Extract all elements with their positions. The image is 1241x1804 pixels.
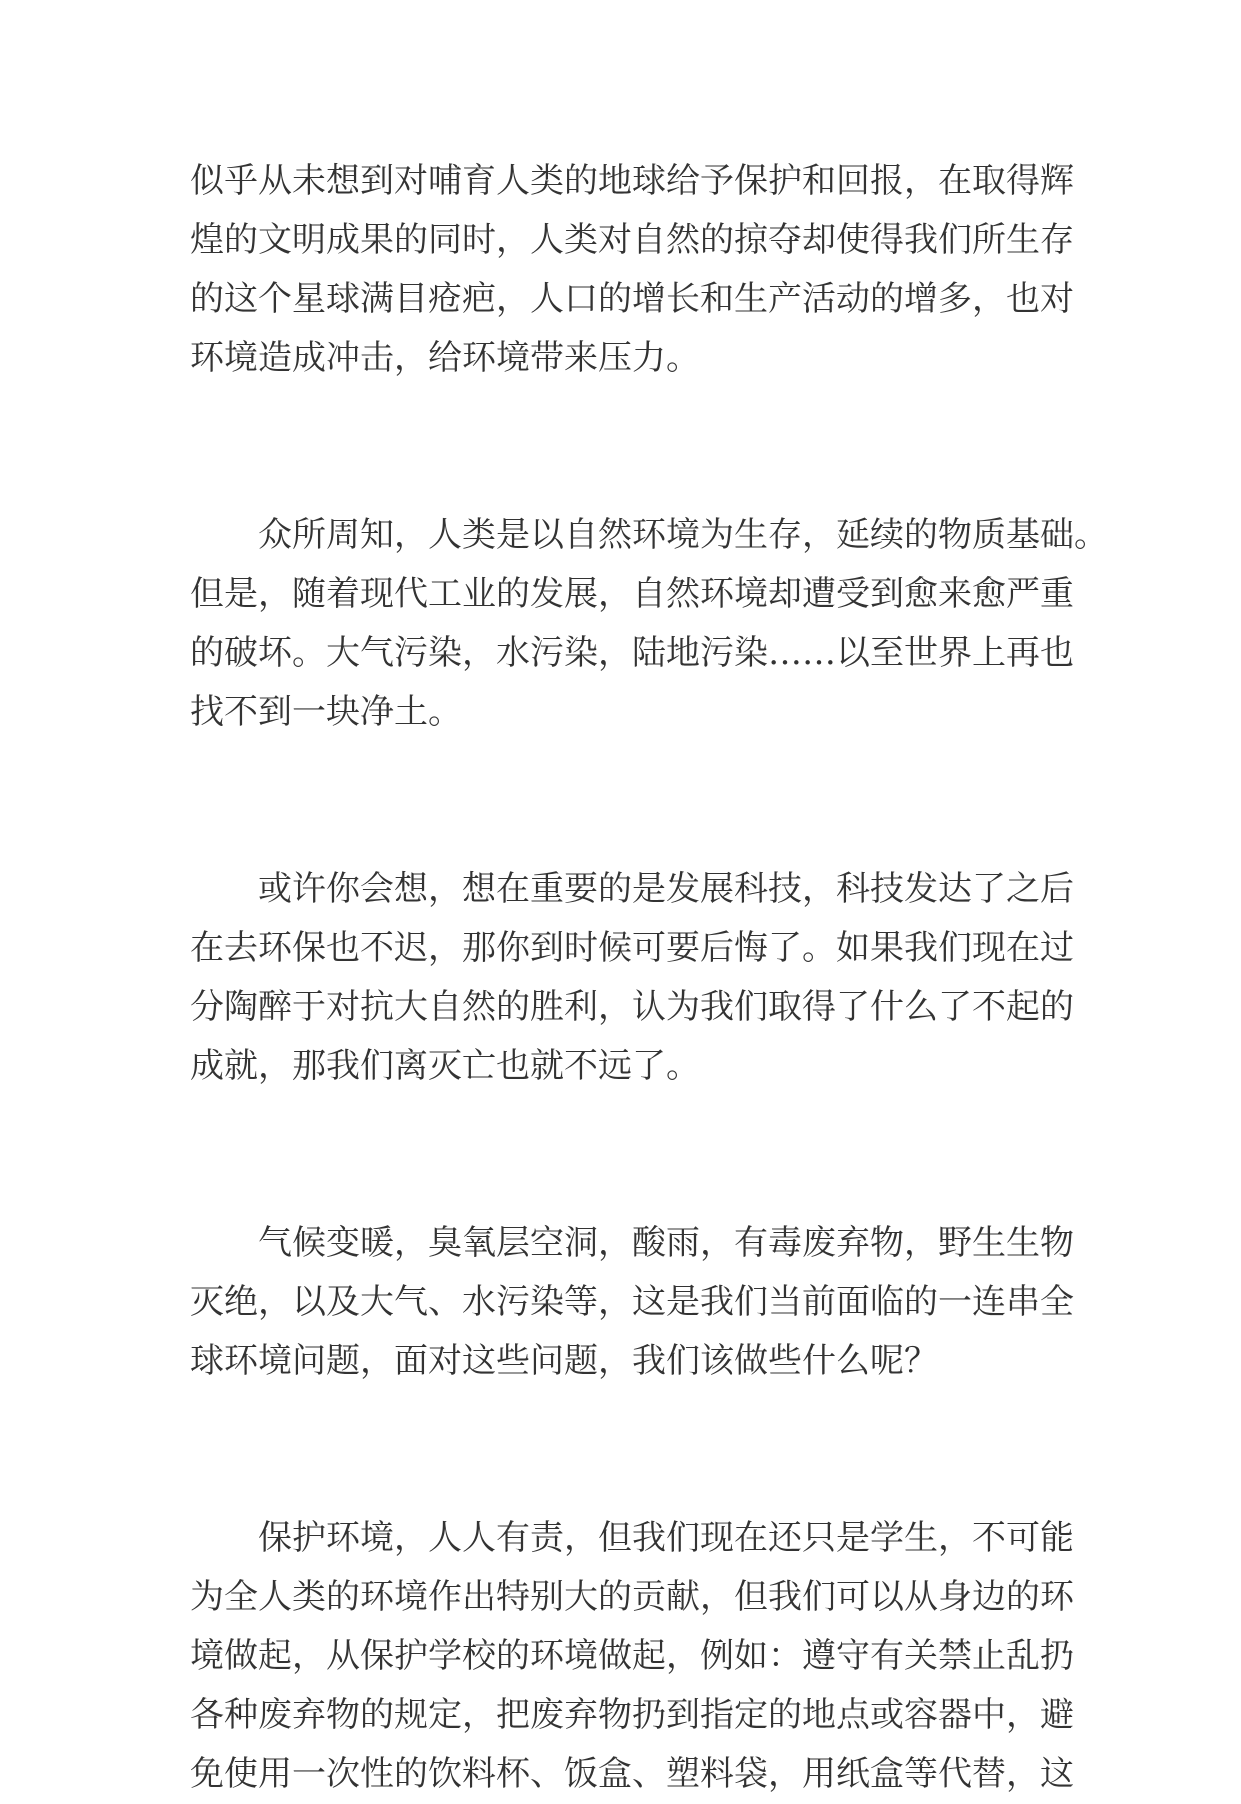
paragraph-line: 在去环保也不迟，那你到时候可要后悔了。如果我们现在过 — [190, 928, 1074, 968]
paragraph-spacer — [190, 742, 1054, 860]
paragraph-line: 球环境问题，面对这些问题，我们该做些什么呢？ — [190, 1341, 938, 1381]
paragraph-line: 境做起，从保护学校的环境做起，例如：遵守有关禁止乱扔 — [190, 1636, 1074, 1676]
paragraph-5 — [190, 1509, 1074, 1804]
paragraph-4 — [190, 1214, 1074, 1391]
paragraph-line: 的破坏。大气污染，水污染，陆地污染……以至世界上再也 — [190, 633, 1074, 673]
paragraph-line: 煌的文明成果的同时，人类对自然的掠夺却使得我们所生存 — [190, 220, 1074, 260]
paragraph-line: 众所周知，人类是以自然环境为生存，延续的物质基础。 — [258, 515, 1108, 555]
paragraph-1 — [190, 152, 1074, 388]
paragraph-line: 似乎从未想到对哺育人类的地球给予保护和回报，在取得辉 — [190, 161, 1074, 201]
paragraph-line: 各种废弃物的规定，把废弃物扔到指定的地点或容器中，避 — [190, 1695, 1074, 1735]
paragraph-line: 成就，那我们离灭亡也就不远了。 — [190, 1046, 700, 1086]
paragraph-line: 或许你会想，想在重要的是发展科技，科技发达了之后 — [258, 869, 1074, 909]
paragraph-spacer — [190, 1096, 1054, 1214]
paragraph-line: 气候变暖，臭氧层空洞，酸雨，有毒废弃物，野生生物 — [258, 1223, 1074, 1263]
paragraph-line: 环境造成冲击，给环境带来压力。 — [190, 338, 700, 378]
paragraph-line: 免使用一次性的饮料杯、饭盒、塑料袋，用纸盒等代替，这 — [190, 1754, 1074, 1794]
paragraph-2 — [190, 506, 1108, 742]
paragraph-spacer — [190, 388, 1054, 506]
paragraph-line: 保护环境，人人有责，但我们现在还只是学生，不可能 — [258, 1518, 1074, 1558]
paragraph-line: 灭绝，以及大气、水污染等，这是我们当前面临的一连串全 — [190, 1282, 1074, 1322]
document-page — [190, 152, 1108, 1804]
paragraph-line: 的这个星球满目疮疤，人口的增长和生产活动的增多，也对 — [190, 279, 1074, 319]
paragraph-spacer — [190, 1391, 1054, 1509]
paragraph-line: 为全人类的环境作出特别大的贡献，但我们可以从身边的环 — [190, 1577, 1074, 1617]
paragraph-line: 但是，随着现代工业的发展，自然环境却遭受到愈来愈严重 — [190, 574, 1074, 614]
paragraph-3 — [190, 860, 1074, 1096]
paragraph-line: 分陶醉于对抗大自然的胜利，认为我们取得了什么了不起的 — [190, 987, 1074, 1027]
paragraph-line: 找不到一块净土。 — [190, 692, 462, 732]
